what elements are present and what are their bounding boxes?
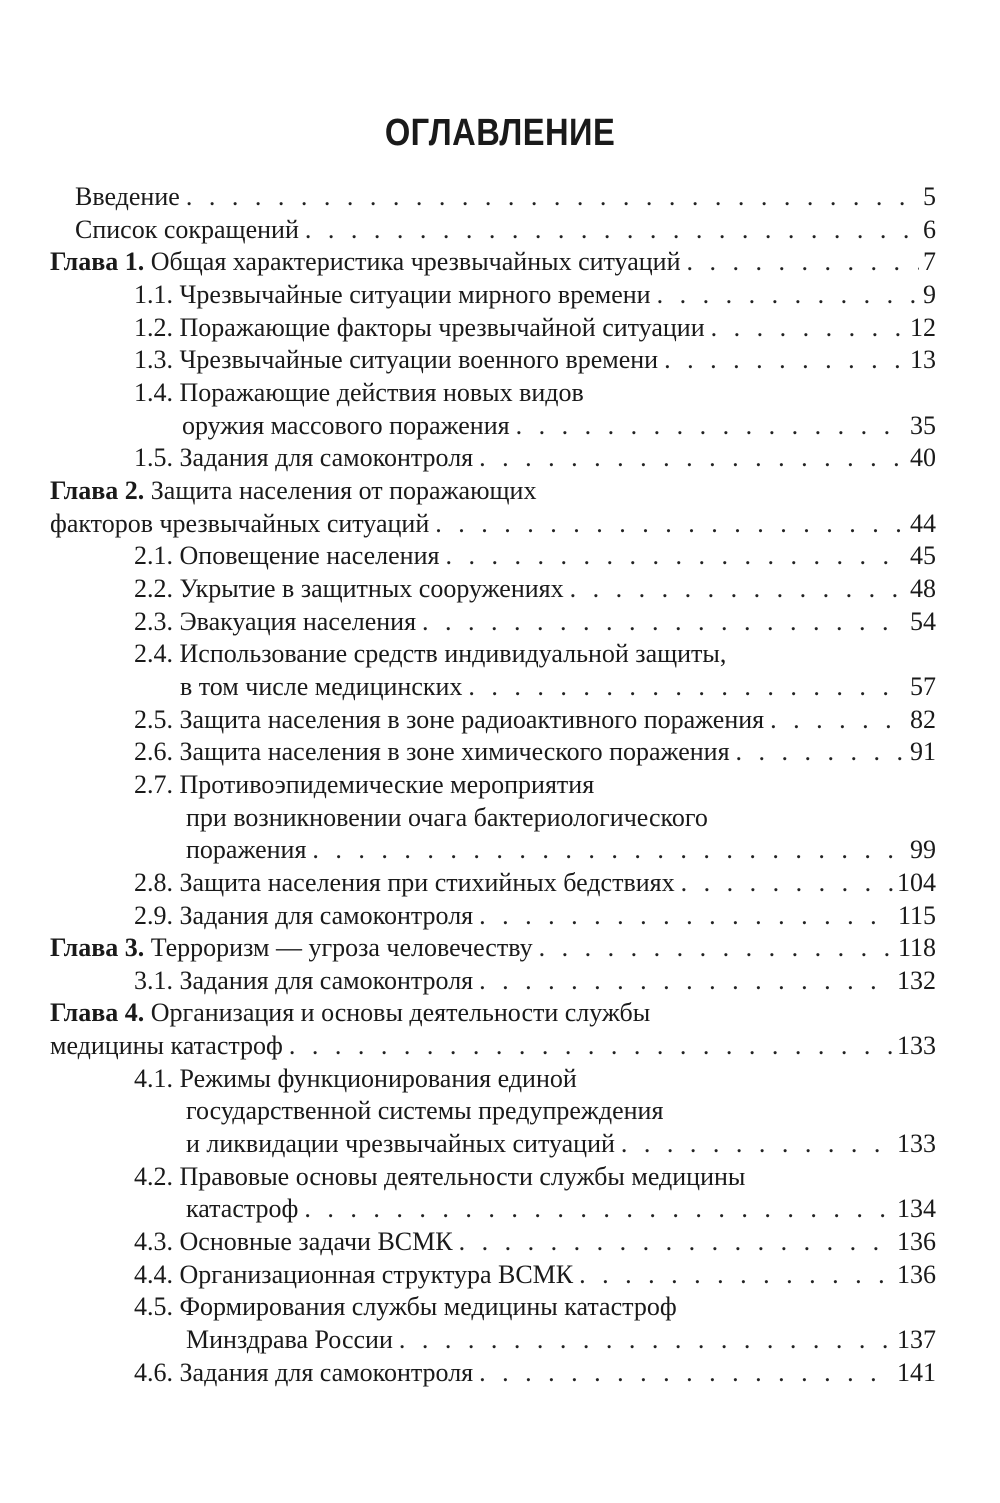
- toc-entry-title: 2.9. Задания для самоконтроля: [134, 901, 474, 930]
- toc-entry-title: катастроф: [186, 1194, 299, 1223]
- dot-leader: [479, 441, 906, 475]
- dot-leader: [468, 670, 906, 704]
- toc-entry-text: [50, 998, 650, 1027]
- toc-entry-title: Организация и основы деятельности службы: [144, 998, 651, 1027]
- page-number: 136: [897, 1260, 936, 1289]
- toc-entry-text: [134, 639, 726, 668]
- dot-leader: [459, 1225, 893, 1259]
- page-number: 134: [897, 1194, 936, 1223]
- toc-entry-title: 2.1. Оповещение населения: [134, 541, 440, 570]
- toc-entry: [134, 1258, 936, 1292]
- toc-entry-title: 4.5. Формирования службы медицины катастроф: [134, 1292, 677, 1321]
- toc-entry-title: Терроризм — угроза человечеству: [144, 933, 533, 962]
- chapter-label: Глава 3.: [50, 933, 145, 962]
- page-number: 35: [910, 411, 936, 440]
- toc-entry-text: [134, 441, 473, 475]
- toc-entry-title: 2.7. Противоэпидемические мероприятия: [134, 770, 595, 799]
- page-number: 115: [897, 901, 936, 930]
- toc-entry-title: 2.4. Использование средств индивидуальной защиты,: [134, 639, 727, 668]
- toc-entry: [134, 278, 936, 312]
- page-number: 13: [910, 345, 936, 374]
- toc-entry: [134, 376, 584, 410]
- dot-leader: [479, 964, 893, 998]
- page-number: 99: [910, 835, 936, 864]
- toc-entry-title: 1.3. Чрезвычайные ситуации военного времени: [134, 345, 659, 374]
- toc-entry-title: 2.8. Защита населения при стихийных бедствиях: [134, 868, 675, 897]
- toc-entry-title: 3.1. Задания для самоконтроля: [134, 966, 474, 995]
- dot-leader: [579, 1258, 893, 1292]
- dot-leader: [445, 539, 906, 573]
- page-number: 6: [923, 215, 936, 244]
- toc-entry-text: [134, 899, 473, 933]
- toc-entry: [134, 1160, 745, 1194]
- toc-entry-text: [186, 803, 708, 832]
- dot-leader: [516, 409, 906, 443]
- toc-entry: [134, 1290, 677, 1324]
- toc-entry: [50, 474, 536, 508]
- page-number: 132: [897, 966, 936, 995]
- toc-entry: [134, 1062, 577, 1096]
- toc-entry: [186, 1323, 936, 1357]
- toc-entry-text: [134, 964, 473, 998]
- toc-entry-text: [134, 1064, 577, 1093]
- toc-entry: [134, 539, 936, 573]
- toc-entry: [182, 409, 936, 443]
- toc-entry: [134, 768, 594, 802]
- dot-leader: [479, 1356, 893, 1390]
- page-number: 104: [897, 868, 936, 897]
- page-number: 9: [923, 280, 936, 309]
- toc-entry-text: [134, 735, 730, 769]
- toc-entry-title: 2.3. Эвакуация населения: [134, 607, 417, 636]
- toc-entry-title: медицины катастроф: [50, 1031, 283, 1060]
- toc-entry-text: [134, 770, 594, 799]
- toc-entry-text: [134, 703, 764, 737]
- toc-entry-title: в том числе медицинских: [180, 672, 463, 701]
- toc-entry-text: [186, 833, 306, 867]
- page-number: 133: [897, 1129, 936, 1158]
- page-number: 12: [910, 313, 936, 342]
- toc-entry-text: [50, 476, 536, 505]
- toc-entry-title: 4.4. Организационная структура ВСМК: [134, 1260, 574, 1289]
- page-title: ОГЛАВЛЕНИЕ: [384, 112, 616, 154]
- dot-leader: [435, 507, 906, 541]
- toc-entry-text: [180, 670, 462, 704]
- toc-entry: [186, 1192, 936, 1226]
- chapter-label: Глава 1.: [50, 247, 145, 276]
- toc-entry-title: при возникновении очага бактериологического: [186, 803, 708, 832]
- toc-entry-text: [134, 605, 416, 639]
- toc-entry-text: [75, 180, 180, 214]
- toc-entry-text: [134, 866, 675, 900]
- toc-entry-title: 2.6. Защита населения в зоне химического поражения: [134, 737, 730, 766]
- page-number: 136: [897, 1227, 936, 1256]
- dot-leader: [570, 572, 906, 606]
- page-number: 54: [910, 607, 936, 636]
- toc-entry-title: и ликвидации чрезвычайных ситуаций: [186, 1129, 615, 1158]
- toc-entry-text: [134, 1258, 573, 1292]
- toc-entry: [186, 1127, 936, 1161]
- toc-entry-title: 1.1. Чрезвычайные ситуации мирного времени: [134, 280, 651, 309]
- toc-entry: [75, 213, 936, 247]
- toc-entry: [75, 180, 936, 214]
- toc-entry: [134, 735, 936, 769]
- toc-entry-title: 1.5. Задания для самоконтроля: [134, 443, 474, 472]
- dot-leader: [621, 1127, 893, 1161]
- dot-leader: [305, 213, 919, 247]
- toc-entry-text: [134, 1162, 745, 1191]
- page-number: 82: [910, 705, 936, 734]
- page-number: 5: [923, 182, 936, 211]
- toc-entry-text: [50, 1029, 283, 1063]
- page-number: 137: [897, 1325, 936, 1354]
- toc-entry-text: [134, 1292, 677, 1321]
- toc-entry-title: 4.1. Режимы функционирования единой: [134, 1064, 577, 1093]
- toc-entry-title: 4.2. Правовые основы деятельности службы медицины: [134, 1162, 746, 1191]
- toc-entry-title: Защита населения от поражающих: [144, 476, 537, 505]
- toc-entry-text: [134, 539, 439, 573]
- toc-entry: [50, 1029, 936, 1063]
- toc-entry-title: Минздрава России: [186, 1325, 393, 1354]
- page-number: 118: [897, 933, 936, 962]
- page-number: 141: [897, 1358, 936, 1387]
- toc-entry: [134, 605, 936, 639]
- toc-entry: [134, 866, 936, 900]
- toc-entry-title: 1.4. Поражающие действия новых видов: [134, 378, 584, 407]
- dot-leader: [539, 931, 894, 965]
- toc-entry: [186, 833, 936, 867]
- dot-leader: [736, 735, 906, 769]
- toc-entry: [186, 801, 708, 835]
- toc-entry-title: факторов чрезвычайных ситуаций: [50, 509, 430, 538]
- toc-entry-text: [134, 1356, 473, 1390]
- chapter-label: Глава 2.: [50, 476, 145, 505]
- page-number: 48: [910, 574, 936, 603]
- toc-entry: [50, 507, 936, 541]
- toc-entry-title: государственной системы предупреждения: [186, 1096, 664, 1125]
- toc-entry: [134, 964, 936, 998]
- toc-entry: [50, 931, 936, 965]
- toc-entry-text: [134, 278, 651, 312]
- toc-entry-text: [186, 1096, 663, 1125]
- toc-entry-title: поражения: [186, 835, 307, 864]
- toc-entry-text: [134, 378, 584, 407]
- toc-entry-text: [75, 213, 299, 247]
- toc-entry-text: [134, 343, 658, 377]
- toc-entry: [134, 703, 936, 737]
- dot-leader: [186, 180, 919, 214]
- dot-leader: [422, 605, 906, 639]
- toc-entry: [186, 1094, 663, 1128]
- toc-entry-title: оружия массового поражения: [182, 411, 510, 440]
- toc-entry: [50, 996, 650, 1030]
- toc-entry-text: [186, 1323, 393, 1357]
- toc-entry: [134, 899, 936, 933]
- dot-leader: [681, 866, 893, 900]
- toc-entry-title: Список сокращений: [75, 215, 299, 244]
- toc-entry-text: [186, 1127, 615, 1161]
- dot-leader: [312, 833, 906, 867]
- dot-leader: [304, 1192, 893, 1226]
- toc-entry-text: [186, 1192, 298, 1226]
- toc-entry: [134, 311, 936, 345]
- toc-entry-text: [50, 507, 429, 541]
- toc-entry: [134, 637, 726, 671]
- page-number: 7: [923, 247, 936, 276]
- toc-entry-title: Общая характеристика чрезвычайных ситуаций: [144, 247, 681, 276]
- toc-entry: [50, 245, 936, 279]
- page-number: 40: [910, 443, 936, 472]
- dot-leader: [399, 1323, 893, 1357]
- page-number: 91: [910, 737, 936, 766]
- toc-entry-title: 1.2. Поражающие факторы чрезвычайной ситуации: [134, 313, 705, 342]
- toc-entry-title: 4.6. Задания для самоконтроля: [134, 1358, 474, 1387]
- toc-entry-title: 4.3. Основные задачи ВСМК: [134, 1227, 453, 1256]
- toc-entry: [180, 670, 936, 704]
- dot-leader: [711, 311, 906, 345]
- dot-leader: [289, 1029, 893, 1063]
- toc-entry-title: 2.5. Защита населения в зоне радиоактивного поражения: [134, 705, 765, 734]
- page-number: 45: [910, 541, 936, 570]
- toc-entry: [134, 1356, 936, 1390]
- chapter-label: Глава 4.: [50, 998, 145, 1027]
- toc-entry-title: 2.2. Укрытие в защитных сооружениях: [134, 574, 564, 603]
- dot-leader: [687, 245, 920, 279]
- toc-entry-text: [134, 572, 564, 606]
- toc-entry-text: [134, 1225, 453, 1259]
- page-number: 133: [897, 1031, 936, 1060]
- dot-leader: [657, 278, 919, 312]
- page-number: 57: [910, 672, 936, 701]
- toc-entry-text: [50, 931, 533, 965]
- dot-leader: [770, 703, 906, 737]
- toc-entry-text: [134, 311, 705, 345]
- page-number: 44: [910, 509, 936, 538]
- dot-leader: [664, 343, 906, 377]
- toc-entry: [134, 572, 936, 606]
- toc-entry-text: [50, 245, 681, 279]
- toc-entry: [134, 1225, 936, 1259]
- toc-entry-text: [182, 409, 510, 443]
- toc-entry: [134, 441, 936, 475]
- dot-leader: [479, 899, 894, 933]
- toc-entry: [134, 343, 936, 377]
- toc-entry-title: Введение: [75, 182, 180, 211]
